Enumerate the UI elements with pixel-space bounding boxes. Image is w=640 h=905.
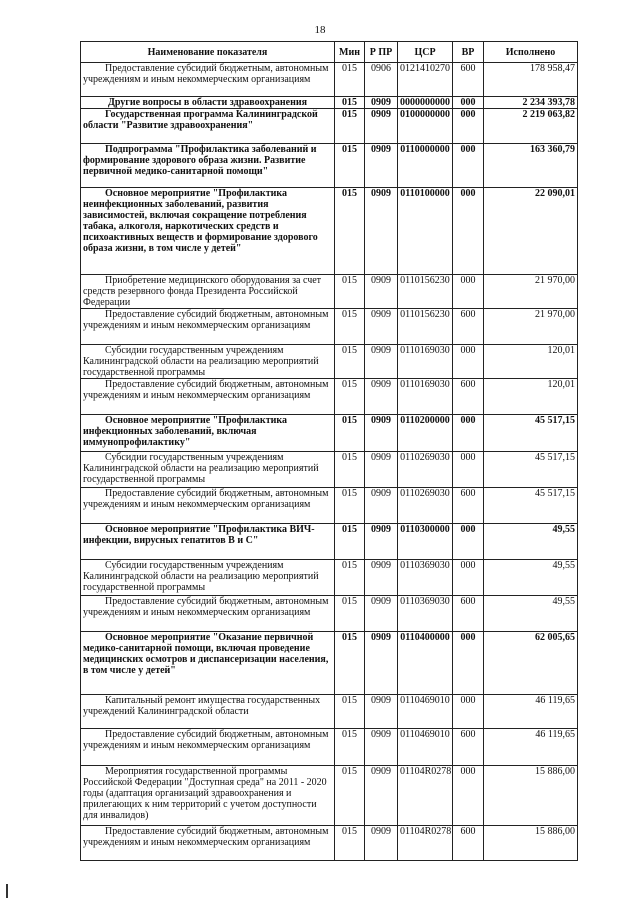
row-done: 21 970,00 xyxy=(484,309,578,345)
row-name: Основное мероприятие "Профилактика неинфекционных заболеваний, развития зависимостей, включая сокращение потребления табака, алкоголя, наркотических средств и психоактивных веществ и формирование здорового образа жизни, в том числе у детей" xyxy=(81,188,335,275)
row-csr: 0110469010 xyxy=(398,695,453,729)
row-min: 015 xyxy=(335,379,365,415)
row-rpr: 0909 xyxy=(365,826,398,861)
row-vr: 600 xyxy=(453,309,484,345)
row-min: 015 xyxy=(335,109,365,144)
row-csr: 0110400000 xyxy=(398,632,453,695)
row-csr: 0110156230 xyxy=(398,309,453,345)
table-row xyxy=(81,309,578,345)
table-row xyxy=(81,632,578,695)
row-min: 015 xyxy=(335,97,365,109)
row-vr: 600 xyxy=(453,596,484,632)
row-rpr: 0909 xyxy=(365,729,398,766)
row-min: 015 xyxy=(335,826,365,861)
table-row xyxy=(81,560,578,596)
table-header-row xyxy=(81,42,578,63)
row-csr: 0110100000 xyxy=(398,188,453,275)
table-row xyxy=(81,144,578,188)
row-rpr: 0909 xyxy=(365,415,398,452)
row-rpr: 0909 xyxy=(365,766,398,826)
row-rpr: 0909 xyxy=(365,379,398,415)
row-name: Другие вопросы в области здравоохранения xyxy=(81,97,335,109)
row-csr: 0110269030 xyxy=(398,452,453,488)
row-vr: 000 xyxy=(453,415,484,452)
row-name: Приобретение медицинского оборудования за счет средств резервного фонда Президента Российской Федерации xyxy=(81,275,335,309)
row-done: 49,55 xyxy=(484,596,578,632)
row-vr: 600 xyxy=(453,826,484,861)
row-csr: 0110369030 xyxy=(398,560,453,596)
header-vr: ВР xyxy=(453,42,484,63)
row-min: 015 xyxy=(335,560,365,596)
row-csr: 01104R0278 xyxy=(398,766,453,826)
row-rpr: 0909 xyxy=(365,309,398,345)
row-vr: 600 xyxy=(453,379,484,415)
row-rpr: 0909 xyxy=(365,188,398,275)
row-done: 62 005,65 xyxy=(484,632,578,695)
row-min: 015 xyxy=(335,309,365,345)
row-rpr: 0909 xyxy=(365,97,398,109)
row-csr: 0110469010 xyxy=(398,729,453,766)
row-vr: 000 xyxy=(453,345,484,379)
row-vr: 000 xyxy=(453,144,484,188)
row-rpr: 0909 xyxy=(365,695,398,729)
row-vr: 000 xyxy=(453,109,484,144)
row-name: Предоставление субсидий бюджетным, автономным учреждениям и иным некоммерческим организациям xyxy=(81,379,335,415)
row-csr: 0110300000 xyxy=(398,524,453,560)
table-row xyxy=(81,766,578,826)
row-vr: 000 xyxy=(453,695,484,729)
row-done: 22 090,01 xyxy=(484,188,578,275)
row-done: 21 970,00 xyxy=(484,275,578,309)
row-rpr: 0906 xyxy=(365,63,398,97)
row-vr: 000 xyxy=(453,560,484,596)
row-csr: 0110169030 xyxy=(398,345,453,379)
row-vr: 000 xyxy=(453,452,484,488)
table-row xyxy=(81,109,578,144)
page-number: 18 xyxy=(314,24,326,36)
table-row xyxy=(81,415,578,452)
table-row xyxy=(81,596,578,632)
table-row xyxy=(81,452,578,488)
row-csr: 0000000000 xyxy=(398,97,453,109)
row-done: 15 886,00 xyxy=(484,766,578,826)
row-name: Основное мероприятие "Профилактика инфекционных заболеваний, включая иммунопрофилактику" xyxy=(81,415,335,452)
table-row xyxy=(81,488,578,524)
row-min: 015 xyxy=(335,415,365,452)
table-row xyxy=(81,63,578,97)
row-vr: 000 xyxy=(453,632,484,695)
row-csr: 0110269030 xyxy=(398,488,453,524)
row-csr: 01104R0278 xyxy=(398,826,453,861)
row-name: Субсидии государственным учреждениям Калининградской области на реализацию мероприятий государственной программы xyxy=(81,452,335,488)
row-done: 2 234 393,78 xyxy=(484,97,578,109)
row-name: Предоставление субсидий бюджетным, автономным учреждениям и иным некоммерческим организациям xyxy=(81,596,335,632)
row-min: 015 xyxy=(335,144,365,188)
table-row xyxy=(81,97,578,109)
row-min: 015 xyxy=(335,524,365,560)
row-done: 2 219 063,82 xyxy=(484,109,578,144)
row-min: 015 xyxy=(335,766,365,826)
margin-mark xyxy=(6,884,8,898)
table-row xyxy=(81,379,578,415)
row-rpr: 0909 xyxy=(365,632,398,695)
row-rpr: 0909 xyxy=(365,275,398,309)
row-name: Капитальный ремонт имущества государственных учреждений Калининградской области xyxy=(81,695,335,729)
row-done: 120,01 xyxy=(484,345,578,379)
row-done: 46 119,65 xyxy=(484,695,578,729)
row-name: Мероприятия государственной программы Российской Федерации "Доступная среда" на 2011 - 2020 годы (адаптация организаций здравоохранения и прилегающих к ним территорий с учетом доступности для инвалидов) xyxy=(81,766,335,826)
row-min: 015 xyxy=(335,275,365,309)
row-done: 45 517,15 xyxy=(484,452,578,488)
row-vr: 600 xyxy=(453,488,484,524)
row-done: 15 886,00 xyxy=(484,826,578,861)
row-vr: 600 xyxy=(453,729,484,766)
row-vr: 000 xyxy=(453,97,484,109)
row-name: Государственная программа Калининградской области "Развитие здравоохранения" xyxy=(81,109,335,144)
row-min: 015 xyxy=(335,488,365,524)
row-vr: 000 xyxy=(453,524,484,560)
row-done: 45 517,15 xyxy=(484,488,578,524)
table-row xyxy=(81,524,578,560)
row-rpr: 0909 xyxy=(365,488,398,524)
row-vr: 000 xyxy=(453,275,484,309)
row-rpr: 0909 xyxy=(365,452,398,488)
row-rpr: 0909 xyxy=(365,596,398,632)
row-csr: 0110000000 xyxy=(398,144,453,188)
header-csr: ЦСР xyxy=(398,42,453,63)
table-row xyxy=(81,729,578,766)
row-csr: 0110200000 xyxy=(398,415,453,452)
row-min: 015 xyxy=(335,345,365,379)
row-done: 178 958,47 xyxy=(484,63,578,97)
row-name: Предоставление субсидий бюджетным, автономным учреждениям и иным некоммерческим организациям xyxy=(81,488,335,524)
table-row xyxy=(81,826,578,861)
table-row xyxy=(81,345,578,379)
header-done: Исполнено xyxy=(484,42,578,63)
header-rpr: Р ПР xyxy=(365,42,398,63)
row-name: Субсидии государственным учреждениям Калининградской области на реализацию мероприятий государственной программы xyxy=(81,560,335,596)
row-done: 46 119,65 xyxy=(484,729,578,766)
table-row xyxy=(81,695,578,729)
row-csr: 0110156230 xyxy=(398,275,453,309)
row-min: 015 xyxy=(335,729,365,766)
table-row xyxy=(81,275,578,309)
row-done: 163 360,79 xyxy=(484,144,578,188)
row-csr: 0100000000 xyxy=(398,109,453,144)
row-name: Предоставление субсидий бюджетным, автономным учреждениям и иным некоммерческим организациям xyxy=(81,63,335,97)
header-min: Мин xyxy=(335,42,365,63)
row-rpr: 0909 xyxy=(365,524,398,560)
row-name: Предоставление субсидий бюджетным, автономным учреждениям и иным некоммерческим организациям xyxy=(81,729,335,766)
row-min: 015 xyxy=(335,596,365,632)
row-min: 015 xyxy=(335,452,365,488)
row-done: 120,01 xyxy=(484,379,578,415)
row-name: Предоставление субсидий бюджетным, автономным учреждениям и иным некоммерческим организациям xyxy=(81,309,335,345)
row-vr: 600 xyxy=(453,63,484,97)
budget-table xyxy=(80,41,578,861)
row-rpr: 0909 xyxy=(365,345,398,379)
header-name: Наименование показателя xyxy=(81,42,335,63)
row-done: 49,55 xyxy=(484,560,578,596)
row-rpr: 0909 xyxy=(365,560,398,596)
row-min: 015 xyxy=(335,63,365,97)
row-rpr: 0909 xyxy=(365,144,398,188)
row-done: 49,55 xyxy=(484,524,578,560)
row-min: 015 xyxy=(335,695,365,729)
row-name: Основное мероприятие "Профилактика ВИЧ-инфекции, вирусных гепатитов В и С" xyxy=(81,524,335,560)
row-csr: 0110169030 xyxy=(398,379,453,415)
row-name: Предоставление субсидий бюджетным, автономным учреждениям и иным некоммерческим организациям xyxy=(81,826,335,861)
row-vr: 000 xyxy=(453,766,484,826)
row-name: Подпрограмма "Профилактика заболеваний и формирование здорового образа жизни. Развитие первичной медико-санитарной помощи" xyxy=(81,144,335,188)
table-row xyxy=(81,188,578,275)
row-rpr: 0909 xyxy=(365,109,398,144)
row-csr: 0110369030 xyxy=(398,596,453,632)
row-name: Субсидии государственным учреждениям Калининградской области на реализацию мероприятий государственной программы xyxy=(81,345,335,379)
row-done: 45 517,15 xyxy=(484,415,578,452)
row-name: Основное мероприятие "Оказание первичной медико-санитарной помощи, включая проведение медицинских осмотров и диспансеризации населения, в том числе у детей" xyxy=(81,632,335,695)
row-min: 015 xyxy=(335,632,365,695)
row-min: 015 xyxy=(335,188,365,275)
row-vr: 000 xyxy=(453,188,484,275)
row-csr: 0121410270 xyxy=(398,63,453,97)
